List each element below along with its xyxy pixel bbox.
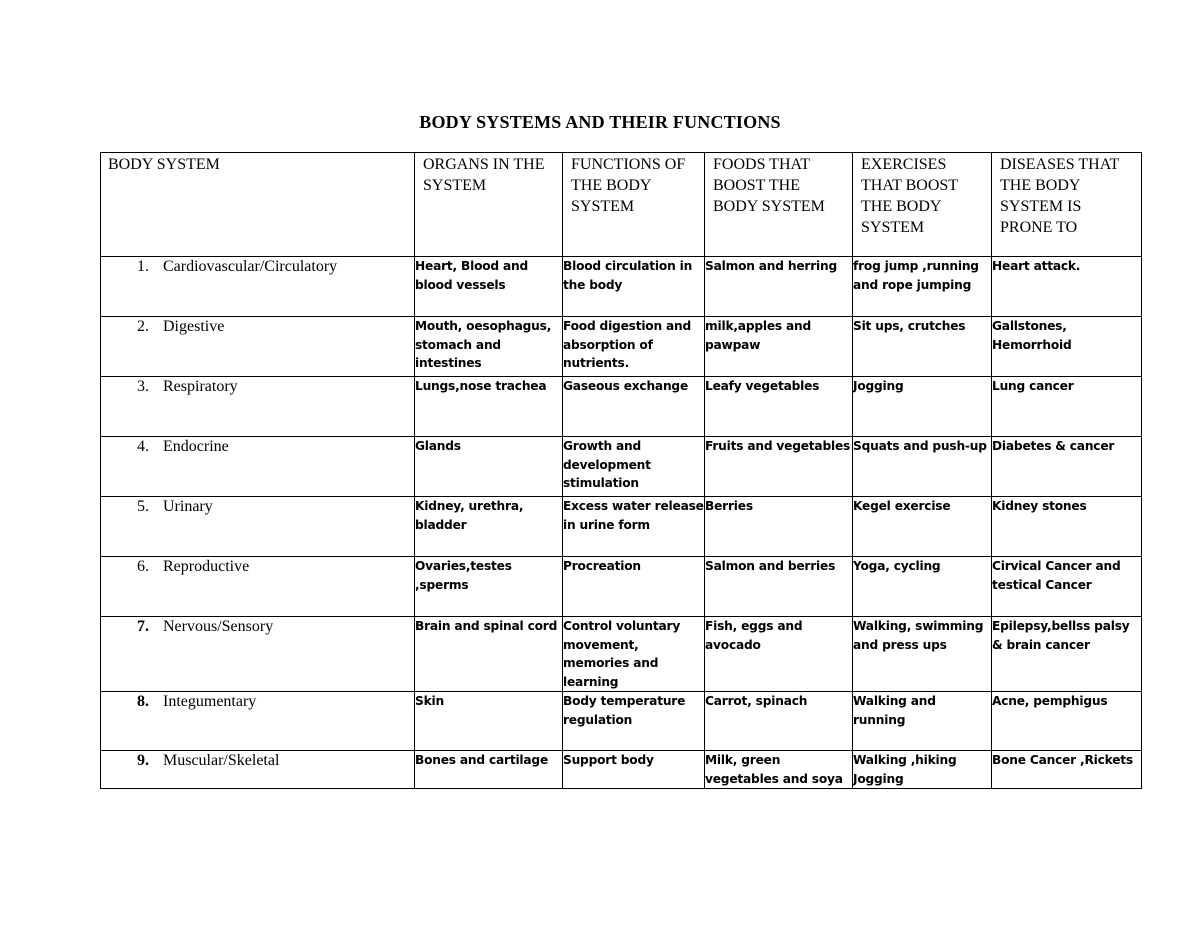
foods-cell: Salmon and herring [705,257,853,317]
diseases-cell: Gallstones, Hemorrhoid [992,317,1142,377]
foods-cell: Salmon and berries [705,557,853,617]
functions-cell: Gaseous exchange [563,377,705,437]
diseases-cell: Kidney stones [992,497,1142,557]
header-functions: FUNCTIONS OF THE BODY SYSTEM [563,153,705,257]
system-cell [101,751,415,789]
foods-cell: Fruits and vegetables [705,437,853,497]
header-foods: FOODS THAT BOOST THE BODY SYSTEM [705,153,853,257]
functions-cell: Support body [563,751,705,789]
table-row [101,692,1142,751]
row-number: 8. [137,693,149,710]
diseases-cell: Heart attack. [992,257,1142,317]
foods-cell: Carrot, spinach [705,692,853,751]
document-title: BODY SYSTEMS AND THEIR FUNCTIONS [419,112,781,132]
system-cell [101,437,415,497]
exercises-cell: Walking ,hiking Jogging [853,751,992,789]
row-number: 4. [137,438,149,455]
diseases-cell: Diabetes & cancer [992,437,1142,497]
system-cell [101,617,415,692]
header-organs: ORGANS IN THE SYSTEM [415,153,563,257]
system-name: Nervous/Sensory [163,618,274,635]
header-exercises: EXERCISES THAT BOOST THE BODY SYSTEM [853,153,992,257]
organs-cell: Mouth, oesophagus, stomach and intestines [415,317,563,377]
table-row [101,257,1142,317]
organs-cell: Brain and spinal cord [415,617,563,692]
system-cell [101,377,415,437]
organs-cell: Heart, Blood and blood vessels [415,257,563,317]
system-cell [101,257,415,317]
foods-cell: Milk, green vegetables and soya [705,751,853,789]
system-name: Respiratory [163,378,238,395]
table-row [101,377,1142,437]
row-number: 5. [137,498,149,515]
header-diseases: DISEASES THAT THE BODY SYSTEM IS PRONE TO [992,153,1142,257]
foods-cell: Leafy vegetables [705,377,853,437]
row-number: 9. [137,752,149,769]
diseases-cell: Bone Cancer ,Rickets [992,751,1142,789]
system-name: Cardiovascular/Circulatory [163,258,338,275]
functions-cell: Excess water release in urine form [563,497,705,557]
row-number: 7. [137,618,149,635]
row-number: 2. [137,318,149,335]
exercises-cell: Jogging [853,377,992,437]
functions-cell: Growth and development stimulation [563,437,705,497]
exercises-cell: Squats and push-up [853,437,992,497]
system-cell [101,692,415,751]
functions-cell: Body temperature regulation [563,692,705,751]
diseases-cell: Cirvical Cancer and testical Cancer [992,557,1142,617]
foods-cell: Berries [705,497,853,557]
header-body-system: BODY SYSTEM [101,153,415,257]
table-row [101,557,1142,617]
exercises-cell: Kegel exercise [853,497,992,557]
system-name: Reproductive [163,558,250,575]
exercises-cell: Walking and running [853,692,992,751]
diseases-cell: Epilepsy,bellss palsy & brain cancer [992,617,1142,692]
exercises-cell: Walking, swimming and press ups [853,617,992,692]
system-name: Digestive [163,318,225,335]
row-number: 6. [137,558,149,575]
system-name: Urinary [163,498,213,515]
functions-cell: Food digestion and absorption of nutrients. [563,317,705,377]
row-number: 1. [137,258,149,275]
row-number: 3. [137,378,149,395]
system-cell [101,317,415,377]
system-name: Muscular/Skeletal [163,752,280,769]
table-row [101,437,1142,497]
organs-cell: Lungs,nose trachea [415,377,563,437]
system-cell [101,557,415,617]
system-cell [101,497,415,557]
exercises-cell: Yoga, cycling [853,557,992,617]
organs-cell: Kidney, urethra, bladder [415,497,563,557]
organs-cell: Glands [415,437,563,497]
foods-cell: milk,apples and pawpaw [705,317,853,377]
table-row [101,497,1142,557]
organs-cell: Skin [415,692,563,751]
organs-cell: Bones and cartilage [415,751,563,789]
table-row [101,317,1142,377]
table-row [101,751,1142,789]
system-name: Integumentary [163,693,257,710]
foods-cell: Fish, eggs and avocado [705,617,853,692]
body-systems-table [100,152,1142,789]
exercises-cell: Sit ups, crutches [853,317,992,377]
table-row [101,617,1142,692]
exercises-cell: frog jump ,running and rope jumping [853,257,992,317]
functions-cell: Control voluntary movement, memories and learning [563,617,705,692]
functions-cell: Procreation [563,557,705,617]
organs-cell: Ovaries,testes ,sperms [415,557,563,617]
functions-cell: Blood circulation in the body [563,257,705,317]
diseases-cell: Lung cancer [992,377,1142,437]
system-name: Endocrine [163,438,229,455]
diseases-cell: Acne, pemphigus [992,692,1142,751]
table-header-row [101,153,1142,257]
